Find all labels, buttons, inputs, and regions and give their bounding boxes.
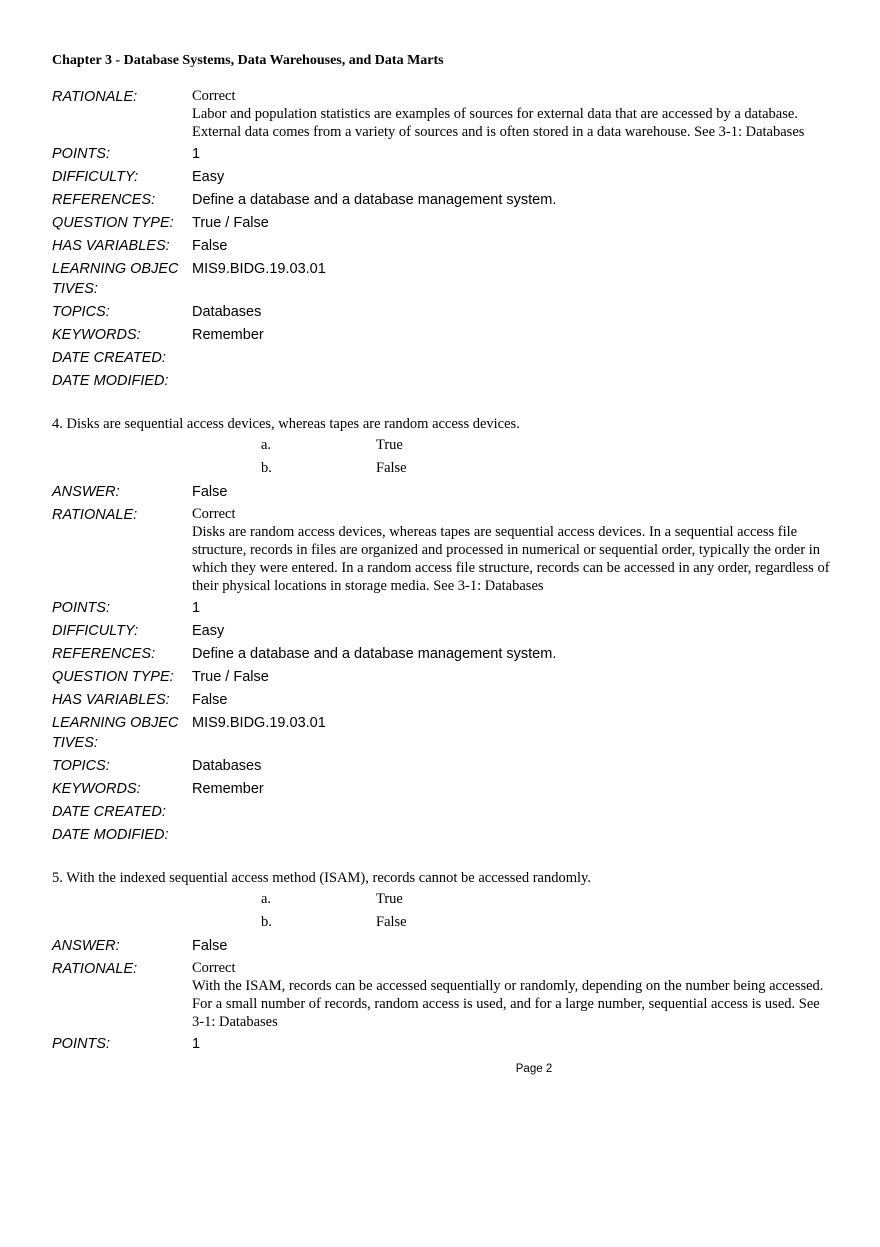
date-created-label: DATE CREATED: <box>52 804 166 820</box>
rationale-value <box>192 959 832 1031</box>
rationale-body: Disks are random access devices, whereas tapes are sequential access devices. In a sequential access file structure, records in files are organized and processed in numerical or sequential order, typically the order in which they were entered. In a random access file structure, records can be accessed in any order, regardless of their physical locations in storage media. See 3-1: Databases <box>192 524 830 594</box>
date-modified-row <box>52 371 832 391</box>
points-label: POINTS: <box>52 600 111 616</box>
date-created-row <box>52 348 832 368</box>
answer-value: False <box>192 484 228 500</box>
question-5-block <box>52 869 832 1054</box>
rationale-label: RATIONALE: <box>52 507 138 523</box>
learning-objectives-label: LEARNING OBJEC TIVES: <box>52 715 179 751</box>
rationale-label: RATIONALE: <box>52 89 138 105</box>
question-3-block <box>52 87 832 391</box>
topics-row <box>52 302 832 322</box>
date-modified-row <box>52 825 832 845</box>
answer-label: ANSWER: <box>52 484 120 500</box>
references-value: Define a database and a database management system. <box>192 646 557 662</box>
rationale-row <box>52 959 832 1031</box>
option-letter: a. <box>261 891 272 907</box>
learning-objectives-label: LEARNING OBJEC TIVES: <box>52 261 179 297</box>
topics-label: TOPICS: <box>52 758 110 774</box>
option-text: True <box>376 891 403 907</box>
option-text: False <box>376 460 407 476</box>
references-row <box>52 190 832 210</box>
rationale-label: RATIONALE: <box>52 961 138 977</box>
references-row <box>52 644 832 664</box>
rationale-value <box>192 505 832 595</box>
rationale-body: Labor and population statistics are examples of sources for external data that are accessed by a database. External data comes from a variety of sources and is often stored in a data warehouse. See 3-1: Databases <box>192 106 805 140</box>
topics-row <box>52 756 832 776</box>
option-a[interactable] <box>52 436 832 454</box>
rationale-row <box>52 87 832 141</box>
points-row <box>52 1034 832 1054</box>
document-page <box>52 53 832 1057</box>
option-letter: b. <box>261 460 272 476</box>
question-text: 4. Disks are sequential access devices, whereas tapes are random access devices. <box>52 416 520 432</box>
references-value: Define a database and a database management system. <box>192 192 557 208</box>
page-number: Page 2 <box>515 1063 553 1075</box>
question-type-row <box>52 667 832 687</box>
points-label: POINTS: <box>52 1036 111 1052</box>
question-text: 5. With the indexed sequential access method (ISAM), records cannot be accessed randomly. <box>52 870 591 886</box>
option-b[interactable] <box>52 913 832 931</box>
references-label: REFERENCES: <box>52 646 156 662</box>
question-4-block <box>52 415 832 845</box>
learning-objectives-value: MIS9.BIDG.19.03.01 <box>192 715 326 731</box>
has-variables-row <box>52 236 832 256</box>
points-label: POINTS: <box>52 146 111 162</box>
has-variables-value: False <box>192 692 228 708</box>
references-label: REFERENCES: <box>52 192 156 208</box>
keywords-row <box>52 779 832 799</box>
rationale-value <box>192 87 832 141</box>
answer-row <box>52 936 832 956</box>
keywords-label: KEYWORDS: <box>52 327 141 343</box>
points-row <box>52 598 832 618</box>
rationale-head: Correct <box>192 88 236 104</box>
points-row <box>52 144 832 164</box>
option-b[interactable] <box>52 459 832 477</box>
keywords-value: Remember <box>192 781 264 797</box>
rationale-body: With the ISAM, records can be accessed sequentially or randomly, depending on the number being accessed. For a small number of records, random access is used, and for a large number, sequential access is used. See 3-1: Databases <box>192 978 824 1030</box>
keywords-row <box>52 325 832 345</box>
answer-label: ANSWER: <box>52 938 120 954</box>
points-value: 1 <box>192 600 201 616</box>
has-variables-row <box>52 690 832 710</box>
answer-row <box>52 482 832 502</box>
question-type-value: True / False <box>192 669 269 685</box>
date-created-label: DATE CREATED: <box>52 350 166 366</box>
difficulty-row <box>52 167 832 187</box>
difficulty-value: Easy <box>192 623 225 639</box>
points-value: 1 <box>192 1036 201 1052</box>
has-variables-value: False <box>192 238 228 254</box>
option-letter: a. <box>261 437 272 453</box>
question-type-value: True / False <box>192 215 269 231</box>
date-created-row <box>52 802 832 822</box>
option-a[interactable] <box>52 890 832 908</box>
rationale-head: Correct <box>192 506 236 522</box>
option-text: False <box>376 914 407 930</box>
option-text: True <box>376 437 403 453</box>
difficulty-label: DIFFICULTY: <box>52 169 139 185</box>
answer-value: False <box>192 938 228 954</box>
learning-objectives-row <box>52 259 832 299</box>
learning-objectives-value: MIS9.BIDG.19.03.01 <box>192 261 326 277</box>
date-modified-label: DATE MODIFIED: <box>52 827 169 843</box>
keywords-value: Remember <box>192 327 264 343</box>
option-letter: b. <box>261 914 272 930</box>
question-type-label: QUESTION TYPE: <box>52 669 174 685</box>
has-variables-label: HAS VARIABLES: <box>52 692 170 708</box>
chapter-title: Chapter 3 - Database Systems, Data Warehouses, and Data Marts <box>52 53 444 68</box>
question-type-row <box>52 213 832 233</box>
rationale-head: Correct <box>192 960 236 976</box>
rationale-row <box>52 505 832 595</box>
question-type-label: QUESTION TYPE: <box>52 215 174 231</box>
keywords-label: KEYWORDS: <box>52 781 141 797</box>
topics-value: Databases <box>192 304 262 320</box>
difficulty-row <box>52 621 832 641</box>
topics-label: TOPICS: <box>52 304 110 320</box>
learning-objectives-row <box>52 713 832 753</box>
difficulty-label: DIFFICULTY: <box>52 623 139 639</box>
difficulty-value: Easy <box>192 169 225 185</box>
points-value: 1 <box>192 146 201 162</box>
date-modified-label: DATE MODIFIED: <box>52 373 169 389</box>
has-variables-label: HAS VARIABLES: <box>52 238 170 254</box>
topics-value: Databases <box>192 758 262 774</box>
